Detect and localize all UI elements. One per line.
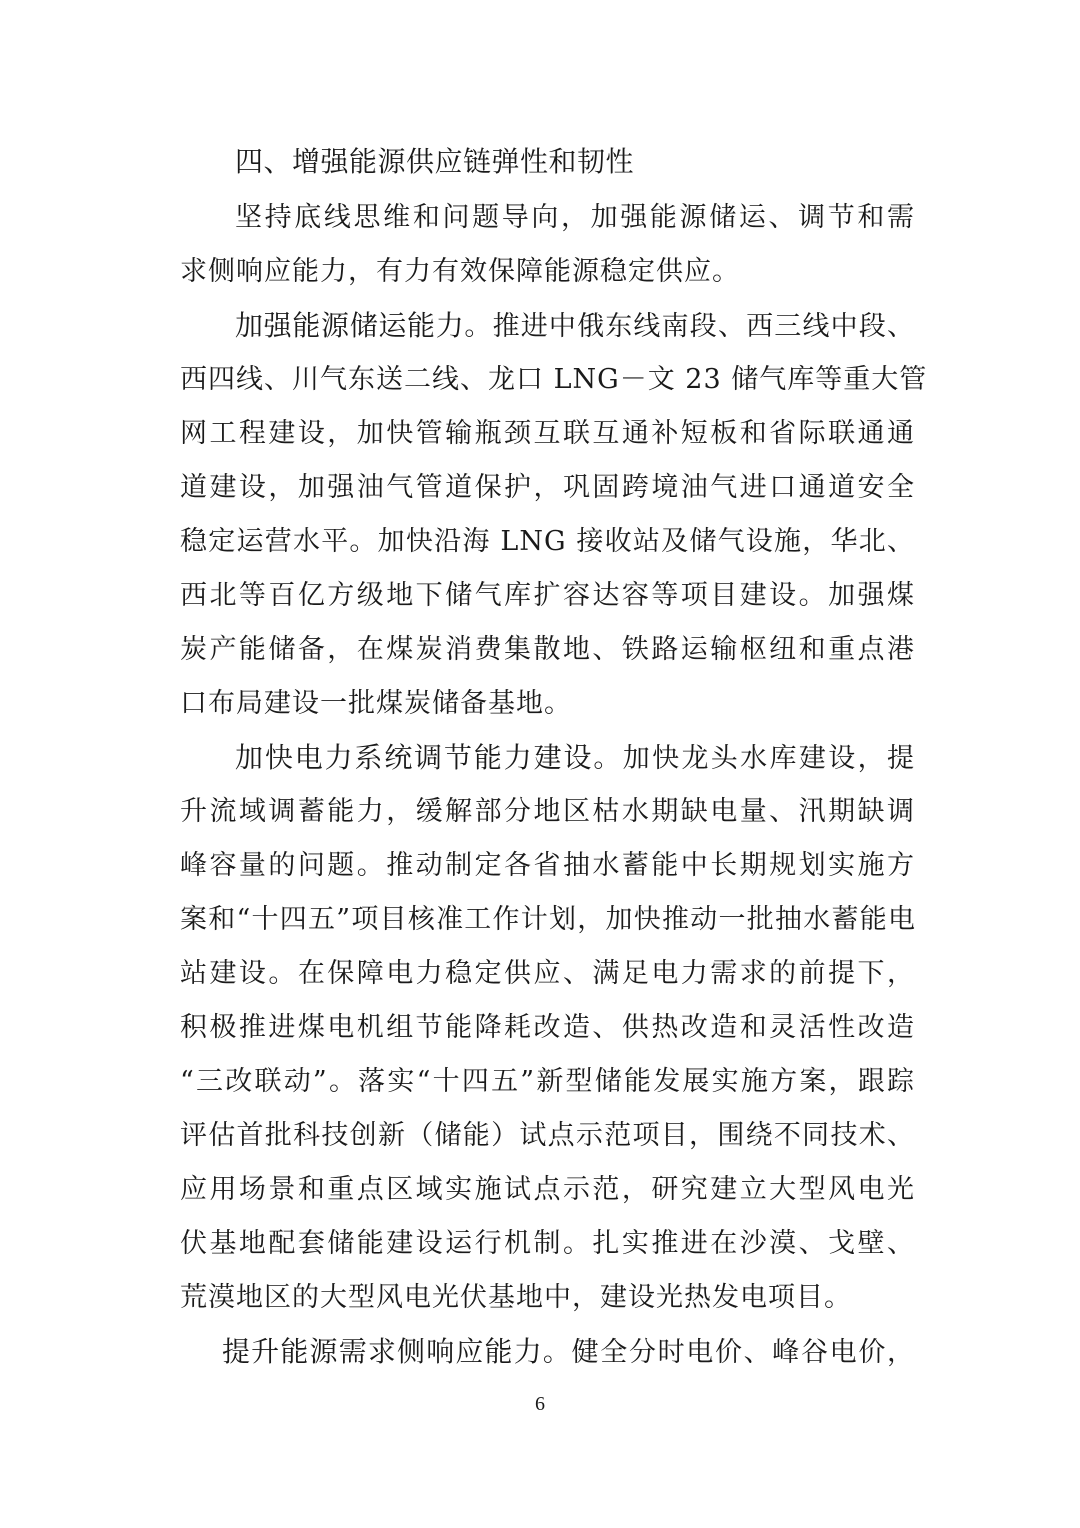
intro-line-1: 坚持底线思维和问题导向，加强能源储运、调节和需 [235, 202, 915, 233]
storage-line-2: 西四线、川气东送二线、龙口 LNG－文 23 储气库等重大管 [180, 364, 928, 395]
regulation-line-7: “三改联动”。落实“十四五”新型储能发展实施方案，跟踪 [180, 1066, 915, 1097]
regulation-line-3: 峰容量的问题。推动制定各省抽水蓄能中长期规划实施方 [180, 850, 915, 881]
demand-line-1 [222, 1332, 915, 1372]
regulation-line-6: 积极推进煤电机组节能降耗改造、供热改造和灵活性改造 [180, 1012, 915, 1043]
regulation-line-10: 伏基地配套储能建设运行机制。扎实推进在沙漠、戈壁、 [180, 1228, 915, 1259]
storage-line-8: 口布局建设一批煤炭储备基地。 [180, 688, 572, 719]
storage-line-6: 西北等百亿方级地下储气库扩容达容等项目建设。加强煤 [180, 580, 915, 611]
demand-lead: 提升能源需求侧响应能力 [222, 1335, 543, 1368]
regulation-line-8: 评估首批科技创新（储能）试点示范项目，围绕不同技术、 [180, 1120, 915, 1151]
storage-lead: 加强能源储运能力 [235, 309, 465, 342]
regulation-line-5: 站建设。在保障电力稳定供应、满足电力需求的前提下， [180, 958, 915, 989]
storage-line-4: 道建设，加强油气管道保护，巩固跨境油气进口通道安全 [180, 472, 915, 503]
intro-line-2: 求侧响应能力，有力有效保障能源稳定供应。 [180, 256, 740, 287]
section-heading: 四、增强能源供应链弹性和韧性 [235, 145, 635, 178]
regulation-line-11: 荒漠地区的大型风电光伏基地中，建设光热发电项目。 [180, 1282, 852, 1313]
regulation-line-9: 应用场景和重点区域实施试点示范，研究建立大型风电光 [180, 1174, 915, 1205]
storage-line-1 [235, 306, 915, 346]
demand-line-1-rest: 。健全分时电价、峰谷电价， [542, 1337, 916, 1368]
storage-line-7: 炭产能储备，在煤炭消费集散地、铁路运输枢纽和重点港 [180, 634, 915, 665]
regulation-line-2: 升流域调蓄能力，缓解部分地区枯水期缺电量、汛期缺调 [180, 796, 915, 827]
storage-line-3: 网工程建设，加快管输瓶颈互联互通补短板和省际联通通 [180, 418, 915, 449]
storage-line-5: 稳定运营水平。加快沿海 LNG 接收站及储气设施，华北、 [180, 526, 915, 557]
regulation-lead: 加快电力系统调节能力建设 [235, 741, 594, 774]
regulation-line-1 [235, 738, 915, 778]
page-number: 6 [535, 1393, 545, 1415]
storage-line-1-rest: 。推进中俄东线南段、西三线中段、 [464, 311, 915, 342]
regulation-line-1-rest: 。加快龙头水库建设，提 [593, 743, 915, 774]
regulation-line-4: 案和“十四五”项目核准工作计划，加快推动一批抽水蓄能电 [180, 904, 915, 935]
